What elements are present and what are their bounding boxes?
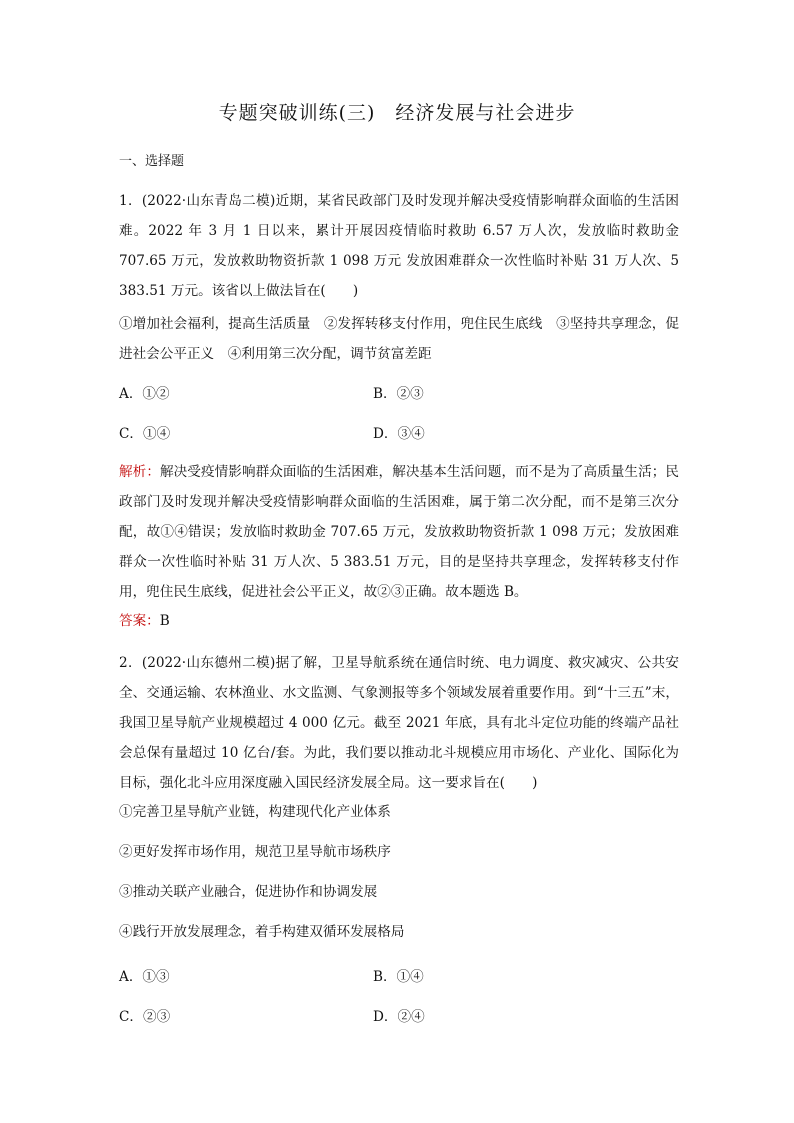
question-1-option-d: D．③④ — [373, 426, 425, 442]
question-1-option-c: C．①④ — [119, 426, 171, 442]
question-2-statement-3: ③推动关联产业融合，促进协作和协调发展 — [119, 884, 378, 900]
question-1-answer — [119, 606, 679, 636]
question-2-statement-4: ④践行开放发展理念，着手构建双循环发展格局 — [119, 924, 405, 940]
analysis-label: 解析： — [119, 464, 160, 480]
question-1-analysis — [119, 457, 679, 607]
question-1-statements: ①增加社会福利，提高生活质量 ②发挥转移支付作用，兜住民生底线 ③坚持共享理念，促进社会公平正义 ④利用第三次分配，调节贫富差距 — [119, 316, 679, 362]
question-2-option-c: C．②③ — [119, 1009, 171, 1025]
question-1-option-a: A．①② — [119, 386, 170, 402]
question-2-option-b: B．①④ — [373, 969, 424, 985]
answer-label: 答案： — [119, 613, 160, 629]
question-1-option-b: B．②③ — [373, 386, 424, 402]
question-2-option-d: D．②④ — [373, 1009, 425, 1025]
section-heading: 一、选择题 — [119, 154, 185, 169]
question-2-option-a: A．①③ — [119, 969, 170, 985]
question-2-statement-2: ②更好发挥市场作用，规范卫星导航市场秩序 — [119, 844, 391, 860]
analysis-text: 解决受疫情影响群众面临的生活困难，解决基本生活问题，而不是为了高质量生活；民政部门及时发现并解决受疫情影响群众面临的生活困难，属于第二次分配，而不是第三次分配，故①④错误；发放临时救助金 707.65 万元，发放救助物资折款 1 098 万元；发放困难群众一次性临时补贴 31 万人次、5 383.51 万元，目的是坚持共享理念，发挥转移支付作用，兜住民生底线，促进社会公平正义，故②③正确。故本题选 B。 — [119, 464, 680, 600]
question-2-statement-1: ①完善卫星导航产业链，构建现代化产业体系 — [119, 804, 391, 820]
question-1-stem: 1．(2022·山东青岛二模)近期，某省民政部门及时发现并解决受疫情影响群众面临的生活困难。2022 年 3 月 1 日以来，累计开展因疫情临时救助 6.57 万人次，发放临时救助金 707.65 万元，发放救助物资折款 1 098 万元 发放困难群众一次性临时补贴 31 万人次、5 383.51 万元。该省以上做法旨在( ) — [119, 193, 679, 299]
page-title: 专题突破训练(三) 经济发展与社会进步 — [218, 102, 576, 124]
answer-text: B — [159, 613, 170, 629]
question-2-stem: 2．(2022·山东德州二模)据了解，卫星导航系统在通信时统、电力调度、救灾减灾、公共安全、交通运输、农林渔业、水文监测、气象测报等多个领域发展着重要作用。到“十三五”末，我国卫星导航产业规模超过 4 000 亿元。截至 2021 年底，具有北斗定位功能的终端产品社会总保有量超过 10 亿台/套。为此，我们要以推动北斗规模应用市场化、产业化、国际化为目标，强化北斗应用深度融入国民经济发展全局。这一要求旨在( ) — [119, 655, 679, 791]
